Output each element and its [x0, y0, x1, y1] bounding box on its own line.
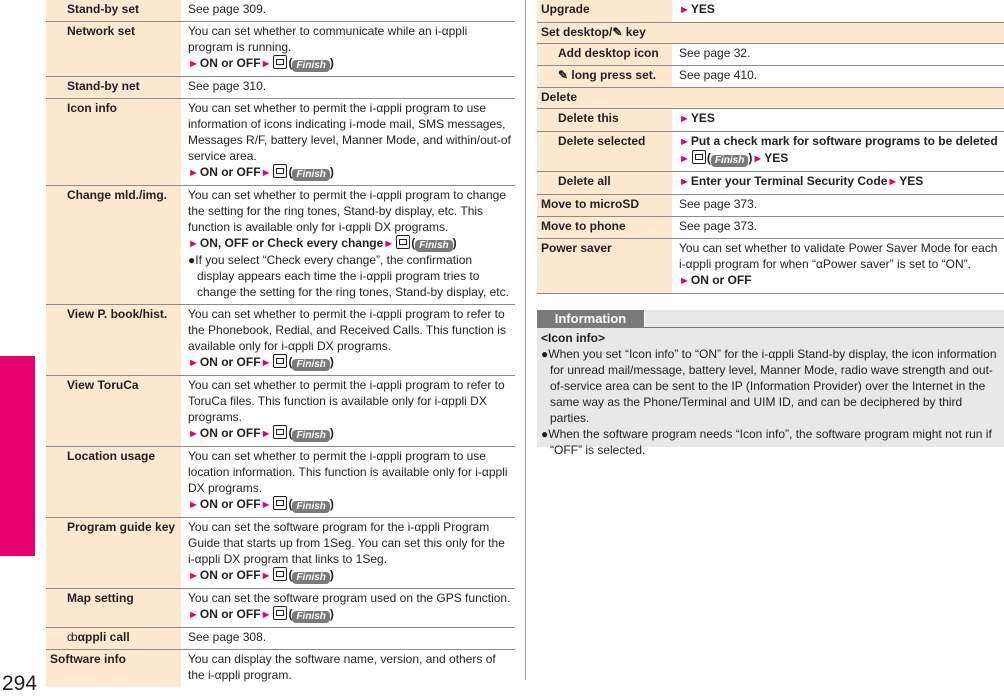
- row-label: Delete: [537, 88, 1004, 108]
- table-row: [46, 447, 515, 518]
- table-row: [537, 44, 1004, 66]
- table-row: [46, 99, 515, 186]
- table-row: [46, 0, 515, 22]
- mail-key-icon: [273, 496, 287, 510]
- sidebar-label: i-αppli/i-Widget: [7, 418, 26, 542]
- row-desc: ►Enter your Terminal Security Code►YES: [679, 174, 924, 188]
- row-desc: See page 309.: [188, 2, 267, 16]
- row-label: View ToruCa: [63, 376, 181, 446]
- table-row: [46, 22, 515, 77]
- row-label: Delete selected: [554, 132, 672, 171]
- row-label: ȸαppli call: [63, 628, 181, 649]
- table-row: [46, 376, 515, 447]
- row-label: Stand-by net: [63, 77, 181, 98]
- finish-key-icon: Finish: [292, 572, 329, 584]
- finish-key-icon: Finish: [711, 155, 748, 167]
- information-label: Information: [537, 310, 645, 327]
- mail-key-icon: [273, 55, 287, 69]
- row-desc: See page 373.: [679, 197, 758, 211]
- phone-lock-icon: ȸ: [67, 630, 78, 644]
- information-rule: [537, 327, 1004, 328]
- information-body: [541, 330, 999, 458]
- table-row: [46, 650, 515, 687]
- table-row: [537, 132, 1004, 172]
- row-label: Set desktop/✎ key: [537, 23, 1004, 43]
- table-row: [537, 109, 1004, 132]
- pen-key-icon: ✎: [612, 25, 623, 39]
- table-row: [537, 88, 1004, 109]
- row-label: Program guide key: [63, 518, 181, 588]
- column-divider: [525, 0, 526, 680]
- table-row: [537, 0, 1004, 23]
- row-desc: You can set the software program used on the GPS function. ►ON or OFF► ( Finish ): [188, 591, 511, 622]
- settings-table-right: [537, 0, 1004, 294]
- row-desc: ►YES: [679, 111, 715, 125]
- information-bullet: ●When the software program needs “Icon info”, the software program might not run if “OFF” is selected.: [541, 427, 992, 457]
- table-row: [537, 172, 1004, 195]
- mail-key-icon: [273, 425, 287, 439]
- row-label: View P. book/hist.: [63, 305, 181, 375]
- row-label: Stand-by set: [63, 0, 181, 21]
- table-row: [537, 66, 1004, 88]
- row-label: Icon info: [63, 99, 181, 185]
- row-label: Delete this: [554, 109, 672, 131]
- row-desc: See page 373.: [679, 219, 758, 233]
- table-row: [46, 77, 515, 99]
- finish-key-icon: Finish: [292, 169, 329, 181]
- row-desc: See page 410.: [679, 68, 758, 82]
- row-label: Move to microSD: [537, 195, 672, 216]
- row-label: Power saver: [537, 239, 672, 293]
- table-row: [46, 186, 515, 305]
- mail-key-icon: [273, 164, 287, 178]
- page-number: 294: [2, 672, 38, 695]
- row-desc: You can set whether to permit the i-αppli program to use information of icons indicating i-mode mail, SMS messages, Messages R/F, battery level, Manner Mode, and within/out-of service area. ►ON or OFF► ( Finish ): [188, 101, 511, 180]
- row-desc: You can set whether to permit the i-αppli program to change the setting for the ring tones, Stand-by display, etc. This function is available only for i-αppli DX programs. ►ON, OFF or Check every change► ( Finish ) ●If you select “Check every change”, the confirmation display appears each time the i-αppli program tries to change the setting for the ring tones, Stand-by display, etc.: [188, 188, 509, 299]
- finish-key-icon: Finish: [292, 359, 329, 371]
- row-label: Change mld./img.: [63, 186, 181, 304]
- row-label: ✎ long press set.: [554, 66, 672, 87]
- table-row: [537, 23, 1004, 44]
- information-box: [537, 310, 1004, 457]
- finish-key-icon: Finish: [292, 501, 329, 513]
- row-desc: You can set whether to permit the i-αppli program to use location information. This function is available only for i-αppli DX programs. ►ON or OFF► ( Finish ): [188, 449, 508, 512]
- mail-key-icon: [692, 150, 706, 164]
- mail-key-icon: [396, 235, 410, 249]
- row-label: Upgrade: [537, 0, 672, 22]
- table-row: [46, 628, 515, 650]
- row-label: Software info: [46, 650, 181, 687]
- finish-key-icon: Finish: [292, 611, 329, 623]
- table-row: [537, 195, 1004, 217]
- row-desc: See page 308.: [188, 630, 267, 644]
- row-desc: See page 32.: [679, 46, 751, 60]
- finish-key-icon: Finish: [415, 240, 452, 252]
- row-desc: See page 310.: [188, 79, 267, 93]
- mail-key-icon: [273, 606, 287, 620]
- finish-key-icon: Finish: [292, 60, 329, 72]
- row-desc: You can set whether to permit the i-αppli program to refer to the Phonebook, Redial, and Received Calls. This function is available only for i-αppli DX programs. ►ON or OFF► ( Finish ): [188, 307, 506, 370]
- row-label: Network set: [63, 22, 181, 76]
- row-desc: You can set whether to permit the i-αppli program to refer to ToruCa files. This function is available only for i-αppli DX programs. ►ON or OFF► ( Finish ): [188, 378, 505, 441]
- row-desc: ►YES: [679, 2, 715, 16]
- finish-key-icon: Finish: [292, 430, 329, 442]
- settings-table-left: [46, 0, 515, 687]
- table-row: [46, 518, 515, 589]
- row-desc: You can set the software program for the i-αppli Program Guide that starts up from 1Seg. You can set this only for the i-αppli DX program that links to 1Seg. ►ON or OFF► ( Finish ): [188, 520, 505, 583]
- table-row: [537, 239, 1004, 294]
- row-label: Location usage: [63, 447, 181, 517]
- information-bullet: ●When you set “Icon info” to “ON” for the i-αppli Stand-by display, the icon information for unread mail/message, battery level, Manner Mode, radio wave strength and out-of-service area can be sent to the IP (Information Provider) over the Internet in the same way as the Phone/Terminal and UIM ID, and can be deciphered by third parties.: [541, 347, 997, 425]
- row-label: Move to phone: [537, 217, 672, 238]
- row-label: Add desktop icon: [554, 44, 672, 65]
- row-desc: You can display the software name, version, and others of the i-αppli program.: [188, 652, 496, 682]
- table-row: [46, 589, 515, 628]
- row-desc: You can set whether to validate Power Saver Mode for each i-αppli program for when “αPower saver” is set to “ON”. ►ON or OFF: [679, 241, 998, 287]
- mail-key-icon: [273, 567, 287, 581]
- row-label: Delete all: [554, 172, 672, 194]
- information-heading: <Icon info>: [541, 331, 606, 345]
- table-row: [537, 217, 1004, 239]
- row-desc: You can set whether to communicate while an i-αppli program is running. ►ON or OFF► ( Finish ): [188, 24, 468, 71]
- row-label: Map setting: [63, 589, 181, 627]
- row-desc: ►Put a check mark for software programs to be deleted ► ( Finish )►YES: [679, 134, 998, 166]
- pen-key-icon: ✎: [558, 68, 569, 82]
- mail-key-icon: [273, 354, 287, 368]
- table-row: [46, 305, 515, 376]
